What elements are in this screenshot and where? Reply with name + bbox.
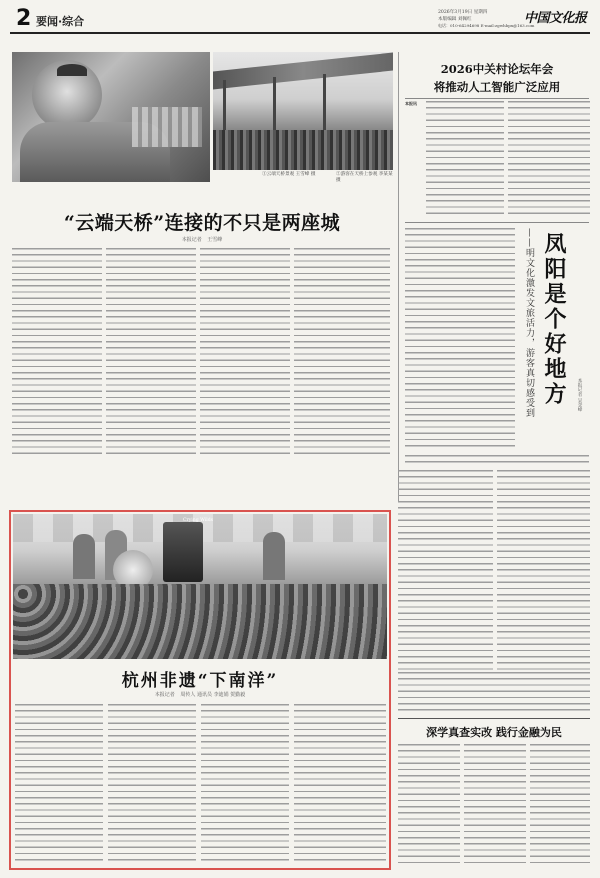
- highlighted-body-col-3: [201, 704, 289, 864]
- contact-line: 电话：010-64294698 E-mail:zgwhbpx@163.com: [438, 23, 535, 28]
- article-body-col-3: [200, 248, 290, 458]
- column-divider: [398, 52, 399, 502]
- article-byline: [12, 236, 392, 243]
- photo-performance: [13, 514, 387, 659]
- feature-body-col-1: [405, 228, 515, 450]
- article-body-col-1: [12, 248, 102, 458]
- forum-body-col-1: [426, 101, 504, 219]
- highlighted-byline-prefix: 本报记者: [154, 692, 175, 698]
- right-body-col-a: [398, 470, 493, 670]
- page-header: [10, 8, 590, 34]
- highlighted-title: 杭州非遗“下南洋”: [121, 671, 279, 691]
- byline-reporter: 王雪峰: [207, 237, 223, 243]
- highlighted-byline-reporters: 周传人 通讯员 李迪娟 贺勤毅: [180, 692, 246, 698]
- feature-body-col-2: [405, 455, 589, 465]
- feature-byline: 本报记者 吴念峰: [577, 378, 582, 412]
- feature-subtitle: ——明文化激发文旅活力，游客真切感受到: [524, 228, 534, 418]
- bottom-article-col-1: [398, 744, 460, 868]
- article-body-col-2: [106, 248, 196, 458]
- highlighted-body-col-1: [15, 704, 103, 864]
- editor-line: 本版编辑 刘佩红: [438, 17, 472, 22]
- date-line: 2026年3月19日 星期四: [438, 10, 488, 15]
- forum-byline: 本报讯: [405, 101, 417, 106]
- forum-title-2: 将推动人工智能广泛应用: [433, 80, 561, 94]
- photo-watermark: Crying Wilds: [183, 518, 214, 523]
- right-body-col-b: [497, 470, 590, 670]
- article-body-col-4: [294, 248, 390, 458]
- forum-title-1: 2026中关村论坛年会: [440, 62, 554, 76]
- byline-prefix: 本报记者: [181, 237, 202, 243]
- forum-rule: [405, 98, 589, 99]
- right-body-col-c: [398, 672, 590, 712]
- section-label: 要闻·综合: [36, 15, 85, 28]
- masthead-logo: 中国文化报: [524, 11, 587, 26]
- photo-market-woman: [12, 52, 210, 182]
- page-number: 2: [16, 6, 32, 31]
- article-title: “云端天桥”连接的不只是两座城: [63, 212, 341, 234]
- feature-title: 凤阳是个好地方: [541, 232, 567, 407]
- highlighted-body-col-2: [108, 704, 196, 864]
- forum-bottom-rule: [405, 222, 589, 223]
- photo-caption-1: ①云端天桥景观 王雪峰 摄: [262, 172, 316, 177]
- bottom-article-col-3: [530, 744, 590, 868]
- photo-sky-bridge: [213, 52, 393, 170]
- forum-body-col-2: [508, 101, 590, 219]
- bottom-article-rule: [398, 718, 590, 719]
- highlighted-body-col-4: [294, 704, 386, 864]
- header-rule: [10, 32, 590, 34]
- highlighted-byline: [13, 691, 387, 698]
- bottom-article-title: 深学真查实改 践行金融为民: [426, 726, 562, 739]
- photo-caption-2: ②游客在天桥上参观 李某某 摄: [336, 172, 393, 183]
- bottom-article-col-2: [464, 744, 526, 868]
